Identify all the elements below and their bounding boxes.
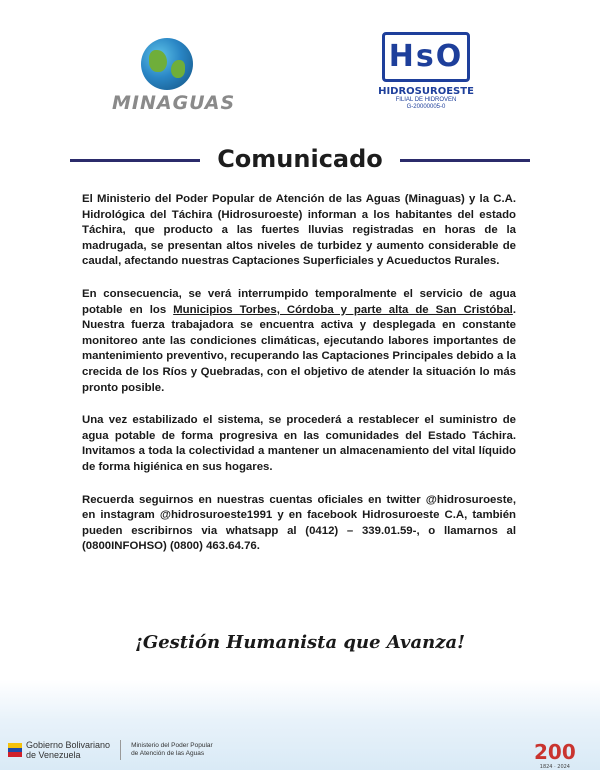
hidrosuroeste-logo — [378, 32, 474, 111]
footer-divider — [120, 740, 121, 760]
paragraph-4: Recuerda seguirnos en nuestras cuentas oficiales en twitter @hidrosuroeste, en instagram @hidrosuroeste1991 y en facebook Hidrosuroeste C.A, también pueden escribirnos via whatsapp al (0412) – 339.01.59-, o llamarnos al (0800INFOHSO) (0800) 463.64.76. — [82, 493, 516, 553]
hidrosuroeste-code: G-20000005-0 — [406, 104, 446, 110]
municipios-underlined: Municipios Torbes, Córdoba y parte alta de San Cristóbal — [173, 303, 513, 316]
paragraph-2 — [82, 287, 516, 396]
hidrosuroeste-subtitle: FILIAL DE HIDROVEN — [395, 97, 457, 103]
bicentenary-years: 1824 · 2024 — [539, 764, 570, 770]
footer-gov-logos — [8, 740, 213, 760]
minaguas-logo-text: MINAGUAS — [112, 92, 236, 114]
page-title: Comunicado — [209, 145, 391, 173]
gobierno-bolivariano-label: Gobierno Bolivariano de Venezuela — [26, 740, 111, 760]
hidrosuroeste-name: HIDROSUROESTE — [378, 86, 474, 97]
paragraph-1: El Ministerio del Poder Popular de Atención de las Aguas (Minaguas) y la C.A. Hidrológica del Táchira (Hidrosuroeste) informan a los habitantes del estado Táchira, que producto a las fuertes lluvias registradas en horas de la madrugada, se presentan altos niveles de turbidez y aumento considerable de caudal, afectando nuestras Captaciones Superficiales y Acueductos Rurales. — [82, 193, 516, 268]
communique-body — [82, 192, 516, 572]
title-row — [70, 145, 530, 175]
globe-icon — [141, 38, 193, 90]
bicentenary-logo — [534, 740, 576, 770]
hso-mark: HsO — [382, 32, 470, 82]
paragraph-2-end: . Nuestra fuerza trabajadora se encuentra activa y desplegada en constante monitoreo ante las condiciones climáticas, ejecutando labores importantes de mantenimiento preventivo, recuperando las Captaciones Principales debido a la crecida de los Ríos y Quebradas, con el objetivo de atender la situación lo más pronto posible. — [82, 303, 516, 394]
ministry-label: Ministerio del Poder Popular de Atención de las Aguas — [131, 742, 213, 757]
bicentenary-number: 200 — [534, 740, 576, 764]
paragraph-3: Una vez estabilizado el sistema, se procederá a restablecer el suministro de agua potable de forma progresiva en las comunidades del Estado Táchira. Invitamos a toda la colectividad a mantener un almacenamiento del vital líquido de forma higiénica en sus hogares. — [82, 414, 516, 473]
slogan: ¡Gestión Humanista que Avanza! — [134, 632, 466, 653]
paragraph-2-start: En consecuencia, se verá interrumpido temporalmente el servicio de agua potable en los — [82, 287, 516, 316]
venezuela-flag-icon — [8, 743, 22, 757]
minaguas-logo — [112, 38, 236, 114]
